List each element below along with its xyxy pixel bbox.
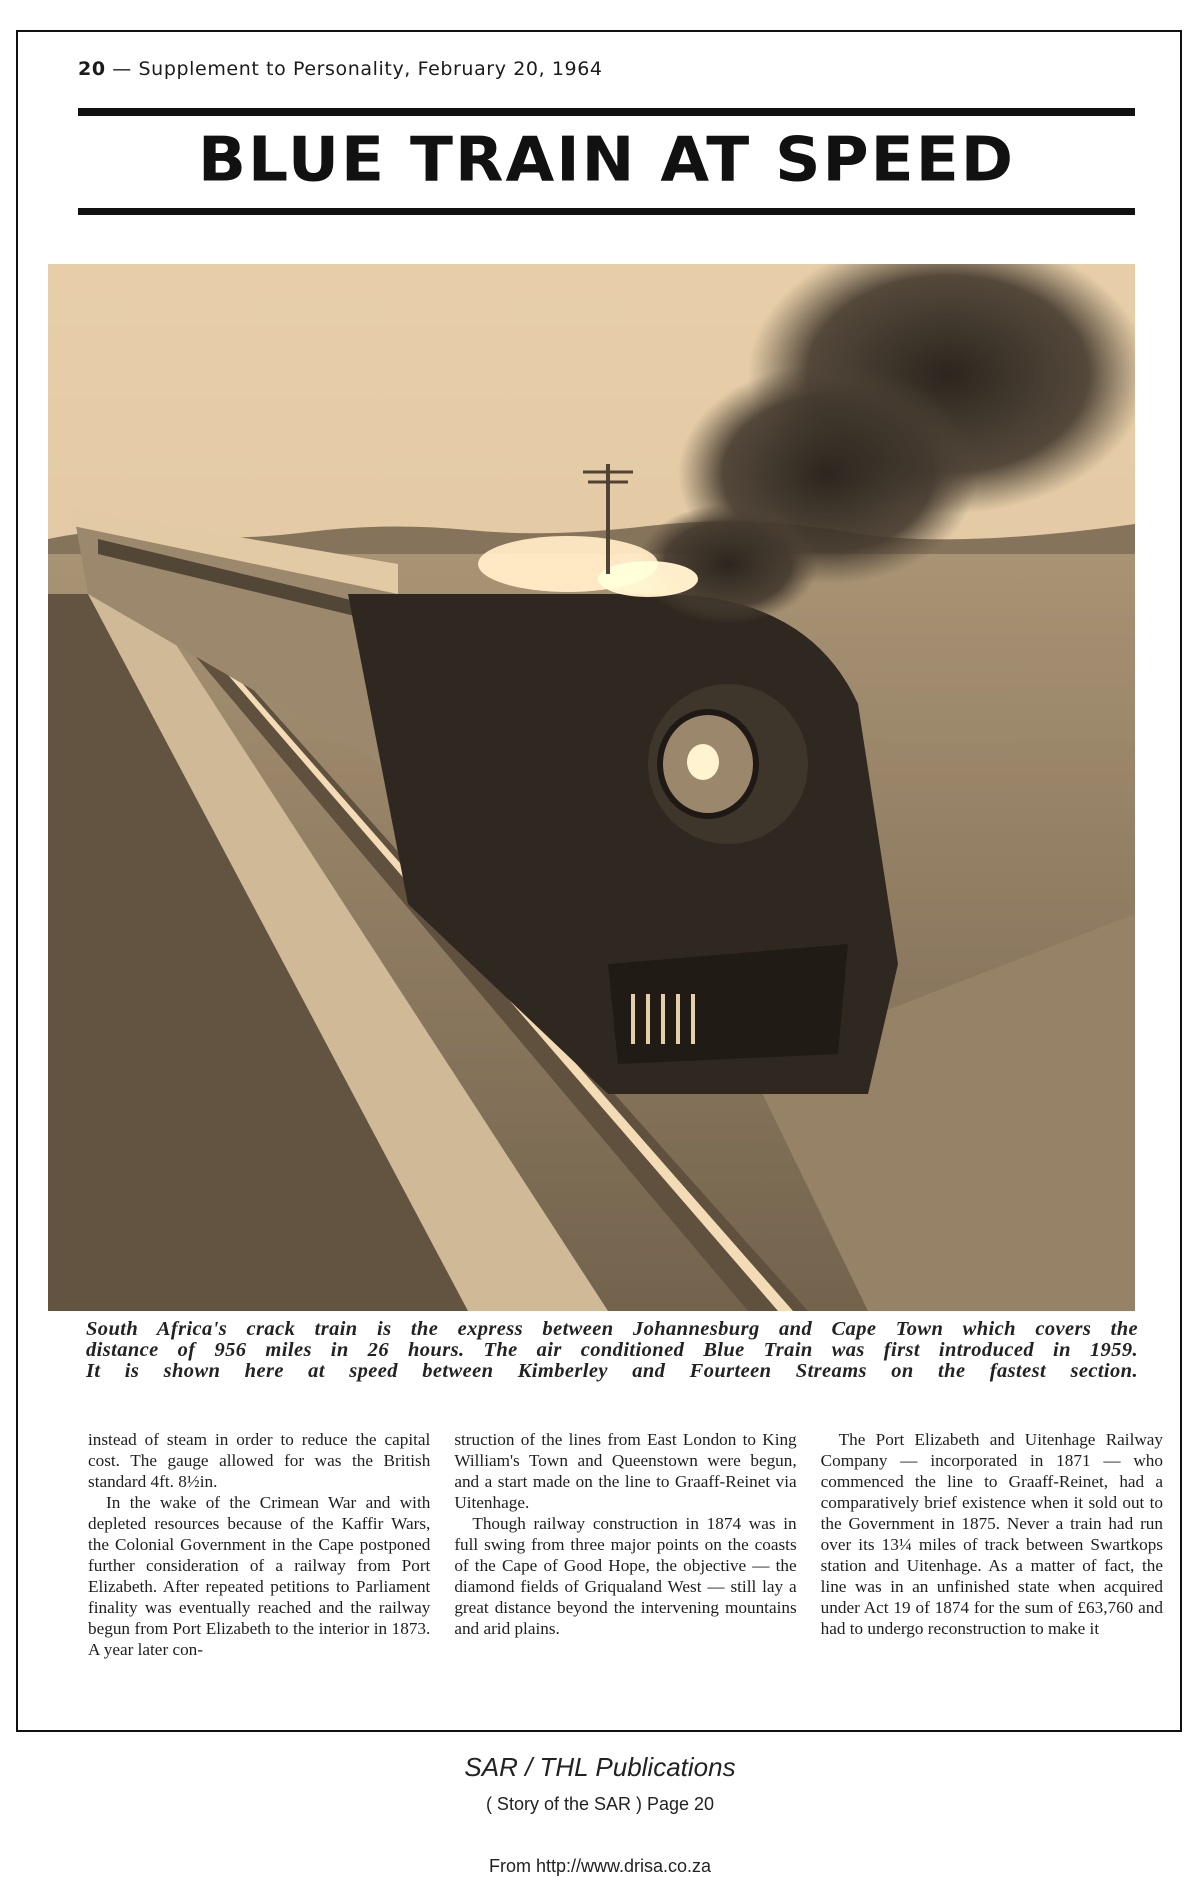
dateline: — Supplement to Personality, February 20, 1964 [112, 58, 603, 80]
article-column-1 [88, 1429, 430, 1719]
page-header [78, 58, 603, 80]
article-column-2 [454, 1429, 796, 1719]
steam-locomotive-illustration [48, 264, 1135, 1311]
article-column-3 [821, 1429, 1163, 1719]
publisher-credit: SAR / THL Publications [464, 1752, 736, 1782]
headline: BLUE TRAIN AT SPEED [197, 123, 1016, 196]
paragraph: instead of steam in order to reduce the capital cost. The gauge allowed for was the British standard 4ft. 8½in. [88, 1430, 431, 1491]
paragraph: In the wake of the Crimean War and with depleted resources because of the Kaffir Wars, the Colonial Government in the Cape postponed further consideration of a railway from Port Elizabeth. After repeated petitions to Parliament finality was eventually reached and the railway begun from Port Elizabeth to the interior in 1873. A year later con- [88, 1493, 431, 1659]
paragraph: Though railway construction in 1874 was in full swing from three major points on the coasts of the Cape of Good Hope, the objective — the diamond fields of Griqualand West — still lay a great distance beyond the intervening mountains and arid plains. [454, 1514, 797, 1638]
caption-line: distance of 956 miles in 26 hours. The air conditioned Blue Train was first introduced in 1959. [86, 1339, 1138, 1361]
headline-rule-bottom [78, 208, 1135, 215]
newspaper-page [16, 30, 1182, 1732]
train-photo [48, 264, 1135, 1311]
series-page-label: ( Story of the SAR ) Page 20 [485, 1794, 715, 1814]
source-link[interactable]: From http://www.drisa.co.za [488, 1856, 712, 1876]
paragraph: The Port Elizabeth and Uitenhage Railway Company — incorporated in 1871 — who commenced the line to Graaff-Reinet, had a comparatively brief existence when it sold out to the Government in 1875. Never a train had run over its 13¼ miles of track between Swartkops station and Uitenhage. As a matter of fact, the line was in an unfinished state when acquired under Act 19 of 1874 for the sum of £63,760 and had to undergo reconstruction to make it [820, 1430, 1163, 1638]
headline-rule-top [78, 108, 1135, 116]
page-number: 20 [78, 58, 106, 80]
caption-line: South Africa's crack train is the express between Johannesburg and Cape Town which covers the [86, 1318, 1138, 1340]
photo-caption [86, 1319, 1138, 1382]
caption-line: It is shown here at speed between Kimberley and Fourteen Streams on the fastest section. [86, 1360, 1138, 1382]
paragraph: struction of the lines from East London to King William's Town and Queenstown were begun, and a start made on the line to Graaff-Reinet via Uitenhage. [454, 1430, 797, 1512]
article-columns [88, 1429, 1163, 1719]
